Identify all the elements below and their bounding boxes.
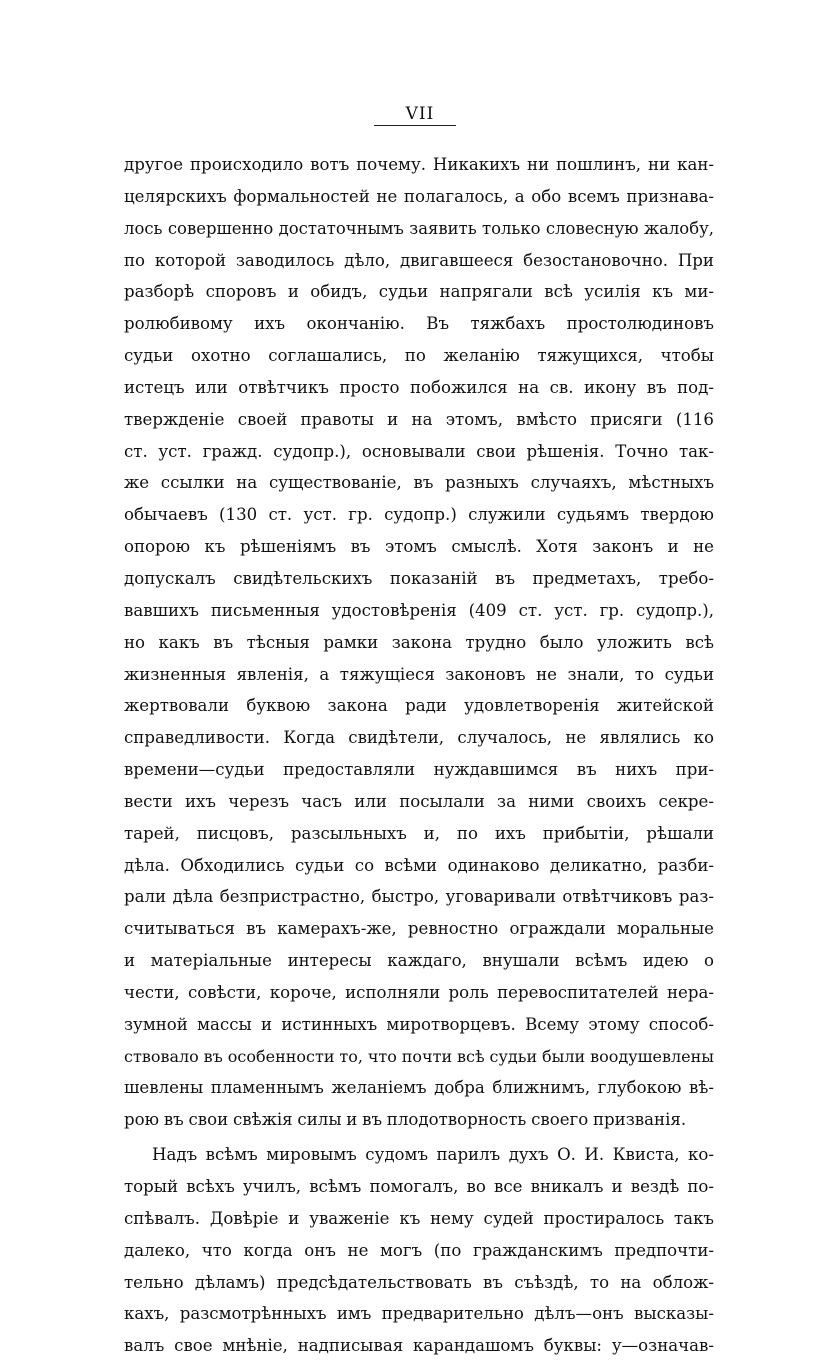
text-line: вести ихъ черезъ часъ или посылали за ними своихъ секре- bbox=[124, 791, 714, 811]
text-line: другое происходило вотъ почему. Никакихъ ни пошлинъ, ни кан- bbox=[124, 155, 714, 174]
text-line: Надъ всѣмъ мировымъ судомъ парилъ духъ О. И. Квиста, ко- bbox=[152, 1145, 714, 1165]
text-line: спѣвалъ. Довѣріе и уваженіе къ нему судей простиралось такъ bbox=[124, 1208, 714, 1228]
text-line: твержденіе своей правоты и на этомъ, вмѣсто присяги (116 bbox=[124, 409, 714, 429]
text-line: ст. уст. гражд. судопр.), основывали свои рѣшенія. Точно так- bbox=[124, 441, 714, 461]
text-line: времени—судьи предоставляли нуждавшимся въ нихъ при- bbox=[124, 760, 714, 780]
text-line: же ссылки на существованіе, въ разныхъ случаяхъ, мѣстныхъ bbox=[124, 473, 714, 493]
text-line: тарей, писцовъ, разсыльныхъ и, по ихъ прибытіи, рѣшали bbox=[124, 823, 714, 843]
paragraph bbox=[124, 149, 714, 1136]
text-line: истецъ или отвѣтчикъ просто побожился на св. икону въ под- bbox=[124, 377, 714, 397]
paragraph bbox=[124, 1139, 714, 1362]
text-line: ролюбивому ихъ окончанію. Въ тяжбахъ простолюдиновъ bbox=[124, 314, 714, 334]
text-line: опорою къ рѣшеніямъ въ этомъ смыслѣ. Хотя законъ и не bbox=[124, 537, 714, 557]
text-line: шевлены пламеннымъ желаніемъ добра ближнимъ, глубокою вѣ- bbox=[124, 1078, 714, 1098]
header-rule bbox=[374, 125, 456, 126]
text-line: торый всѣхъ училъ, всѣмъ помогалъ, во все вникалъ и вездѣ по- bbox=[124, 1177, 714, 1196]
text-line: далеко, что когда онъ не могъ (по гражданскимъ предпочти- bbox=[124, 1240, 714, 1260]
text-line: допускалъ свидѣтельскихъ показаній въ предметахъ, требо- bbox=[124, 568, 714, 588]
body-text bbox=[124, 149, 714, 1362]
text-line: зумной массы и истинныхъ миротворцевъ. Всему этому способ- bbox=[124, 1014, 714, 1034]
text-line: но какъ въ тѣсныя рамки закона трудно было уложить всѣ bbox=[124, 632, 714, 652]
text-line: рали дѣла безпристрастно, быстро, уговаривали отвѣтчиковъ раз- bbox=[124, 887, 714, 907]
text-line: целярскихъ формальностей не полагалось, а обо всемъ признава- bbox=[124, 186, 714, 206]
text-line: по которой заводилось дѣло, двигавшееся безостановочно. При bbox=[124, 250, 714, 270]
text-line: считываться въ камерахъ-же, ревностно ограждали моральные bbox=[124, 919, 714, 939]
text-line: жизненныя явленія, а тяжущіеся законовъ не знали, то судьи bbox=[124, 664, 714, 684]
text-line: справедливости. Когда свидѣтели, случалось, не являлись ко bbox=[124, 728, 714, 748]
text-line: дѣла. Обходились судьи со всѣми одинаково деликатно, разби- bbox=[124, 855, 714, 875]
text-line: вавшихъ письменныя удостовѣренія (409 ст. уст. гр. судопр.), bbox=[124, 600, 714, 620]
text-line: кахъ, разсмотрѣнныхъ имъ предварительно дѣлъ—онъ высказы- bbox=[124, 1304, 714, 1324]
text-line: разборѣ споровъ и обидъ, судьи напрягали всѣ усилія къ ми- bbox=[124, 282, 714, 302]
text-line: лось совершенно достаточнымъ заявить только словесную жалобу, bbox=[124, 218, 714, 238]
text-line: обычаевъ (130 ст. уст. гр. судопр.) служили судьямъ твердою bbox=[124, 505, 714, 525]
text-line: чести, совѣсти, короче, исполняли роль перевоспитателей нера- bbox=[124, 982, 714, 1002]
text-line: ствовало въ особенности то, что почти всѣ судьи были воодушевлены bbox=[124, 1046, 714, 1066]
text-line: судьи охотно соглашались, по желанію тяжущихся, чтобы bbox=[124, 346, 714, 366]
text-line: рою въ свои свѣжія силы и въ плодотворность своего призванія. bbox=[124, 1110, 687, 1130]
page-number: VII bbox=[405, 104, 435, 124]
text-line: жертвовали буквою закона ради удовлетворенія житейской bbox=[124, 696, 714, 716]
text-line: тельно дѣламъ) предсѣдательствовать въ съѣздѣ, то на облож- bbox=[124, 1272, 714, 1292]
text-line: и матеріальные интересы каждаго, внушали всѣмъ идею о bbox=[124, 951, 714, 971]
text-line: валъ свое мнѣніе, надписывая карандашомъ буквы: у—означав- bbox=[124, 1336, 714, 1356]
